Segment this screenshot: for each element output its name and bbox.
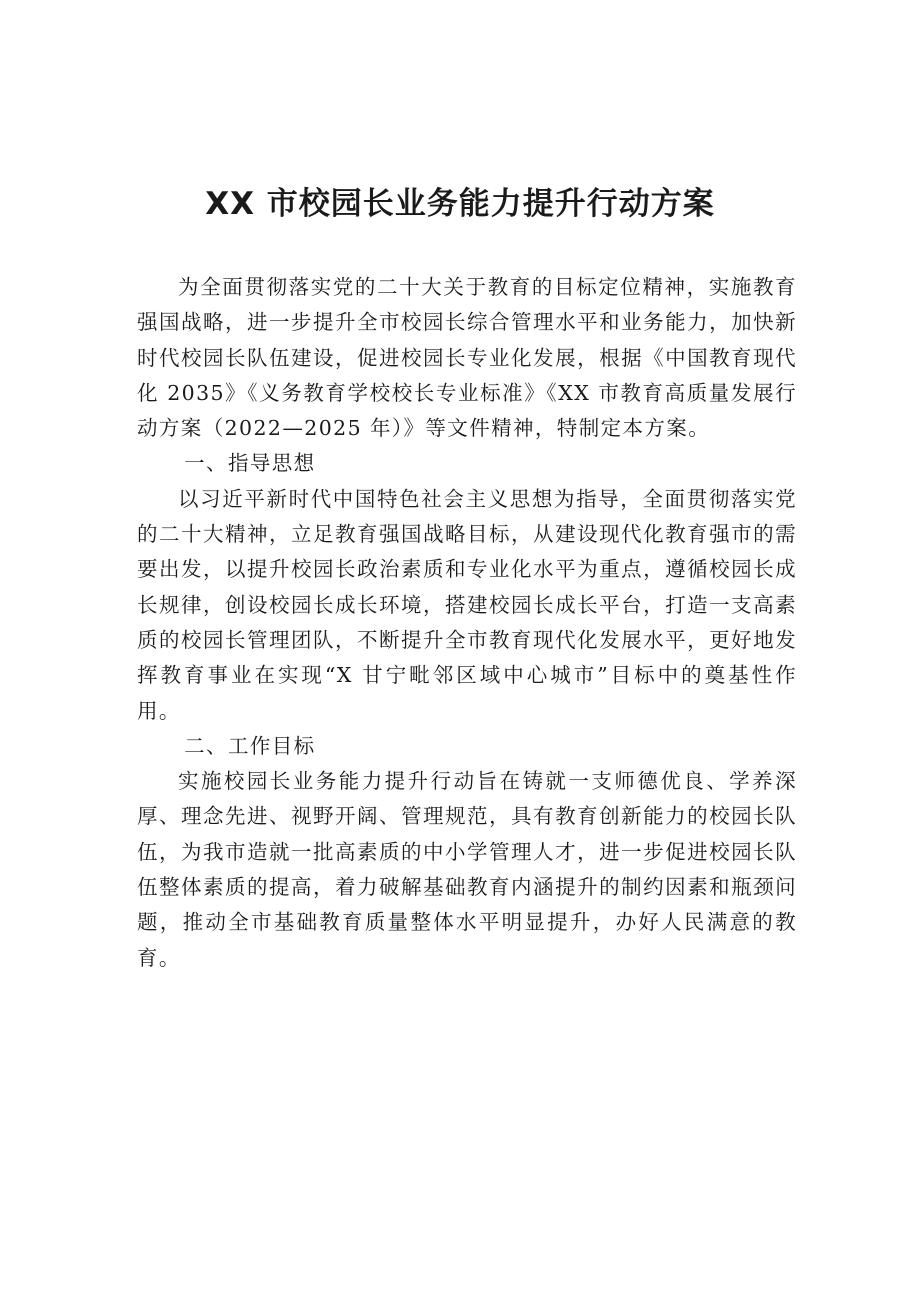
document-body bbox=[137, 270, 797, 976]
section-heading-work-goals: 二、工作目标 bbox=[184, 733, 316, 758]
section-paragraph-guiding-ideology: 以习近平新时代中国特色社会主义思想为指导，全面贯彻落实党的二十大精神，立足教育强国战略目标，从建设现代化教育强市的需要出发，以提升校园长政治素质和专业化水平为重点，遵循校园长成长规律，创设校园长成长环境，搭建校园长成长平台，打造一支高素质的校园长管理团队，不断提升全市教育现代化发展水平，更好地发挥教育事业在实现“X 甘宁毗邻区域中心城市”目标中的奠基性作用。 bbox=[137, 486, 797, 723]
section-heading-guiding-ideology: 一、指导思想 bbox=[184, 451, 316, 476]
section-paragraph-work-goals: 实施校园长业务能力提升行动旨在铸就一支师德优良、学养深厚、理念先进、视野开阔、管理规范，具有教育创新能力的校园长队伍，为我市造就一批高素质的中小学管理人才，进一步促进校园长队伍整体素质的提高，着力破解基础教育内涵提升的制约因素和瓶颈问题，推动全市基础教育质量整体水平明显提升，办好人民满意的教育。 bbox=[137, 769, 797, 970]
intro-paragraph: 为全面贯彻落实党的二十大关于教育的目标定位精神，实施教育强国战略，进一步提升全市校园长综合管理水平和业务能力，加快新时代校园长队伍建设，促进校园长专业化发展，根据《中国教育现代化 2035》《义务教育学校校长专业标准》《XX 市教育高质量发展行动方案（2022—2025 年）》等文件精神，特制定本方案。 bbox=[137, 275, 797, 441]
document-title: XX 市校园长业务能力提升行动方案 bbox=[205, 186, 715, 222]
